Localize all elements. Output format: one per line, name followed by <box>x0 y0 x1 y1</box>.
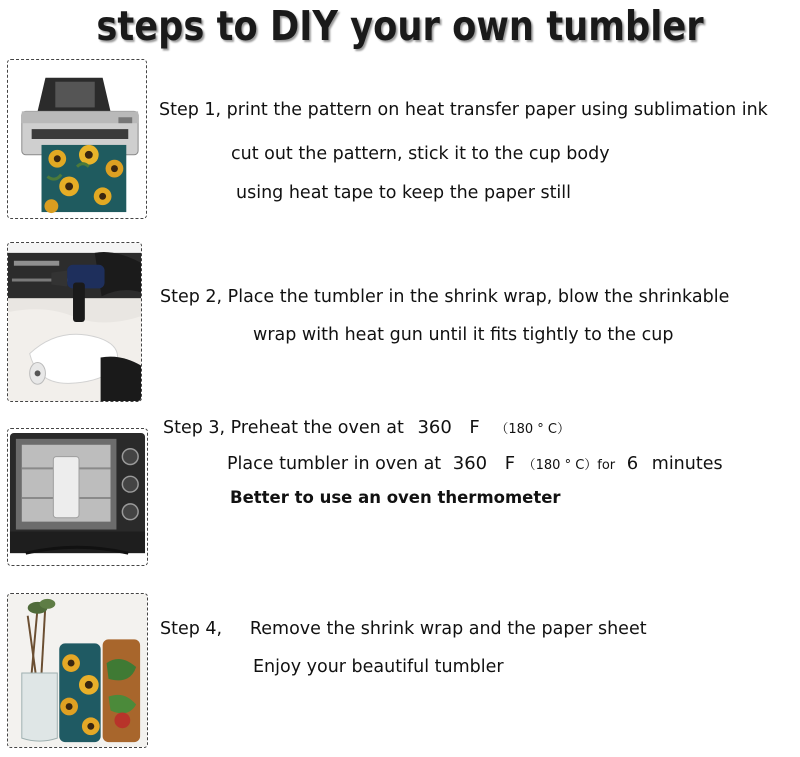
step-1-line-2: cut out the pattern, stick it to the cup body <box>231 144 610 164</box>
step-3-line-2 <box>227 453 723 474</box>
step-3-line-2-minutes-label: minutes <box>651 454 723 474</box>
step-3-line-1-prefix: Step 3, Preheat the oven at <box>163 418 404 438</box>
step-4-image <box>7 593 148 748</box>
step-3-line-2-minutes-value: 6 <box>626 453 639 474</box>
step-2-line-1: Step 2, Place the tumbler in the shrink wrap, blow the shrinkable <box>160 287 730 307</box>
step-3-line-2-unit-f: F <box>504 453 516 474</box>
step-3-line-1 <box>163 417 570 438</box>
step-3-line-2-prefix: Place tumbler in oven at <box>227 454 442 474</box>
step-3-image <box>7 428 148 566</box>
step-3-line-1-unit-f: F <box>469 417 480 438</box>
heat-gun-icon <box>8 243 141 401</box>
step-3-line-1-temp-c: （180 ° C） <box>495 422 570 437</box>
step-3-line-2-temp-c: （180 ° C）for <box>522 458 616 473</box>
oven-icon <box>8 429 147 565</box>
step-1-image <box>7 59 147 219</box>
step-2-line-2: wrap with heat gun until it fits tightly to the cup <box>253 325 674 345</box>
tumblers-icon <box>8 594 147 747</box>
page-title: steps to DIY your own tumbler <box>96 2 704 50</box>
step-1-line-1: Step 1, print the pattern on heat transfer paper using sublimation ink <box>159 100 768 120</box>
step-4-line-2: Enjoy your beautiful tumbler <box>253 657 504 677</box>
step-3-line-3: Better to use an oven thermometer <box>230 488 561 507</box>
step-4-line-1-text: Step 4, Remove the shrink wrap and the paper sheet <box>160 619 647 639</box>
step-3-line-1-temp-f: 360 <box>417 417 452 438</box>
step-4-line-1 <box>160 619 647 639</box>
step-3-line-2-temp-f: 360 <box>452 453 488 474</box>
printer-icon <box>8 60 146 218</box>
step-1-line-3: using heat tape to keep the paper still <box>236 183 572 203</box>
step-2-image <box>7 242 142 402</box>
